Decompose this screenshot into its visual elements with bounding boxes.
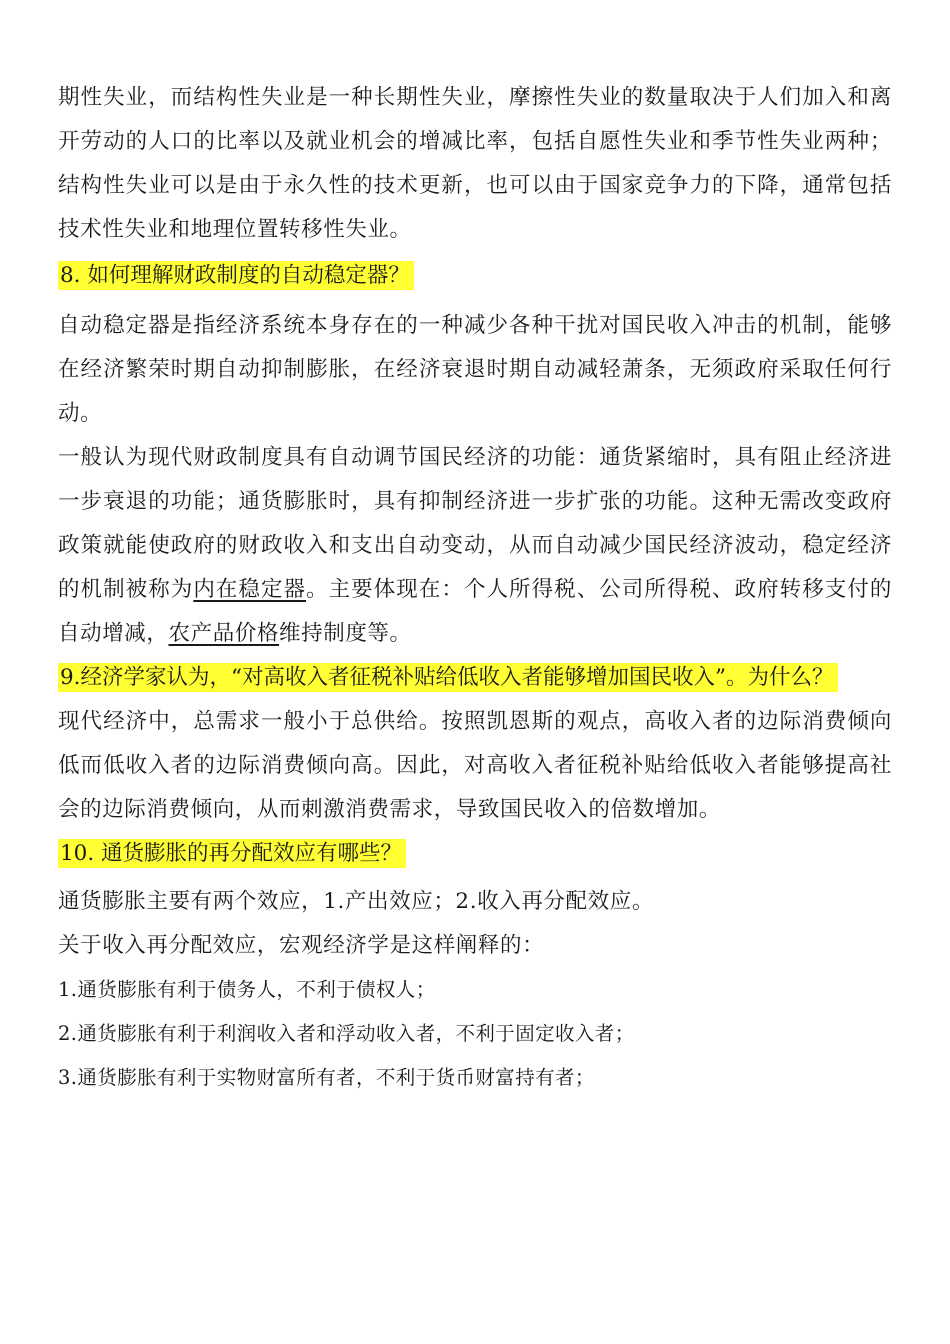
answer-8-text-a: 一般认为现代财政制度具有自动调节国民经济的功能：通货紧缩时，具有阻止经济进一步衰退的功能；通货膨胀时，具有抑制经济进一步扩张的功能。这种无需改变政府政策就能使政府的财政收入和支出自动变动，从而自动减少国民经济波动，稳定经济的机制被称为 (58, 445, 892, 602)
question-8-highlight: 8. 如何理解财政制度的自动稳定器？ (58, 261, 414, 290)
list-item: 2.通货膨胀有利于利润收入者和浮动收入者，不利于固定收入者； (58, 1022, 635, 1045)
answer-8-text-c: 维持制度等。 (279, 621, 412, 646)
answer-10-paragraph-2: 关于收入再分配效应，宏观经济学是这样阐释的： (58, 933, 545, 958)
answer-9-paragraph: 现代经济中，总需求一般小于总供给。按照凯恩斯的观点，高收入者的边际消费倾向低而低收入者的边际消费倾向高。因此，对高收入者征税补贴给低收入者能够提高社会的边际消费倾向，从而刺激消费需求，导致国民收入的倍数增加。 (58, 709, 892, 822)
document-page (58, 76, 892, 1100)
question-10-highlight: 10. 通货膨胀的再分配效应有哪些？ (58, 839, 406, 868)
question-9-highlight: 9.经济学家认为，“对高收入者征税补贴给低收入者能够增加国民收入”。为什么？ (58, 663, 838, 692)
paragraph-unemployment: 期性失业，而结构性失业是一种长期性失业，摩擦性失业的数量取决于人们加入和离开劳动的人口的比率以及就业机会的增减比率，包括自愿性失业和季节性失业两种；结构性失业可以是由于永久性的技术更新，也可以由于国家竞争力的下降，通常包括技术性失业和地理位置转移性失业。 (58, 85, 892, 242)
answer-10-paragraph-1: 通货膨胀主要有两个效应，1.产出效应；2.收入再分配效应。 (58, 889, 654, 914)
farm-price-link[interactable]: 农产品价格 (168, 621, 280, 646)
answer-8-paragraph-1: 自动稳定器是指经济系统本身存在的一种减少各种干扰对国民收入冲击的机制，能够在经济繁荣时期自动抑制膨胀，在经济衰退时期自动减轻萧条，无须政府采取任何行动。 (58, 313, 892, 426)
answer-8-text-b: 。主要体现在：个人所得税、公司所得税、政府转移支付的自动增减， (58, 577, 892, 646)
inner-stabilizer-link[interactable]: 内在稳定器 (193, 577, 307, 602)
question-8-heading (58, 254, 892, 298)
list-item: 1.通货膨胀有利于债务人，不利于债权人； (58, 978, 436, 1001)
answer-8-paragraph-2 (58, 436, 892, 656)
list-item: 3.通货膨胀有利于实物财富所有者，不利于货币财富持有者； (58, 1066, 595, 1089)
question-9-heading (58, 656, 892, 700)
question-10-heading (58, 832, 892, 876)
